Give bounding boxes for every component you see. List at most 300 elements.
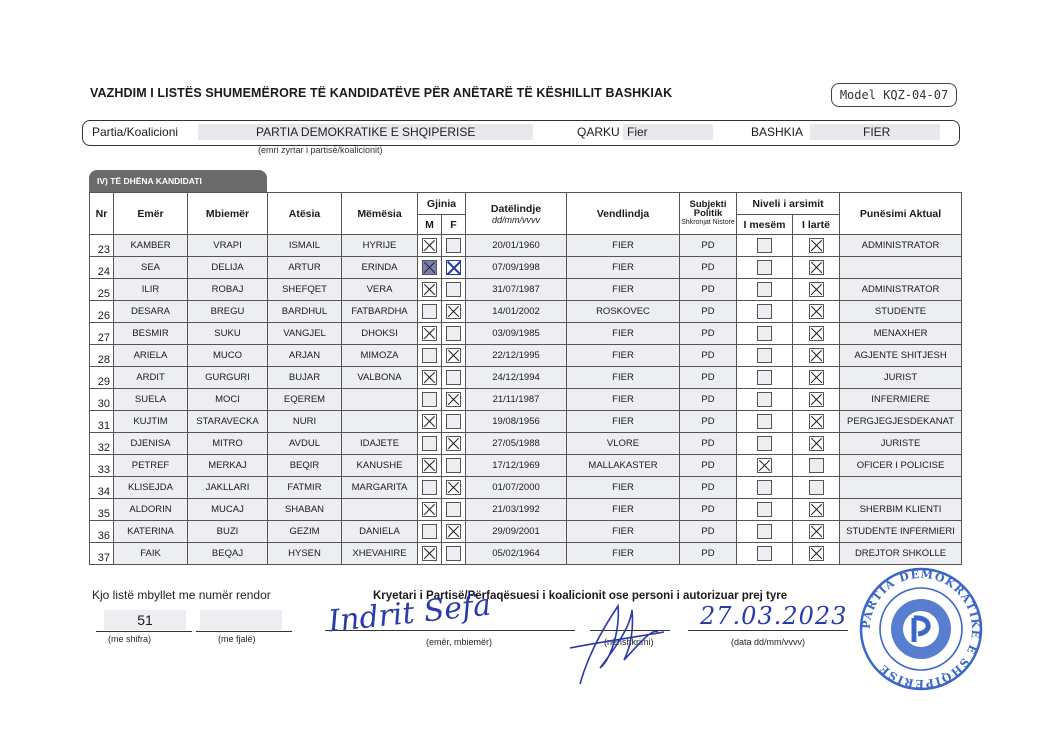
cell-vend[interactable]: FIER: [567, 521, 680, 543]
cell-m: [418, 543, 442, 565]
cell-larte: [793, 499, 840, 521]
cell-larte: [793, 323, 840, 345]
cell-m: [418, 389, 442, 411]
cell-mbiemer[interactable]: JAKLLARI: [188, 477, 268, 499]
cell-mesem: [737, 499, 793, 521]
cell-emer[interactable]: ALDORIN: [114, 499, 188, 521]
cell-memesia[interactable]: KANUSHE: [342, 455, 418, 477]
table-row: [90, 521, 962, 543]
col-vendlindja: Vendlindja: [567, 193, 680, 235]
checkbox-f[interactable]: [446, 238, 461, 253]
cell-emer[interactable]: SUELA: [114, 389, 188, 411]
table-row: [90, 279, 962, 301]
cell-subj[interactable]: PD: [680, 301, 737, 323]
checkbox-mesem[interactable]: [757, 480, 772, 495]
cell-dat[interactable]: 17/12/1969: [466, 455, 567, 477]
cell-memesia[interactable]: MIMOZA: [342, 345, 418, 367]
party-name-value: PARTIA DEMOKRATIKE E SHQIPERISE: [256, 125, 476, 139]
cell-larte: [793, 345, 840, 367]
col-niveli-mesem: I mesëm: [737, 215, 793, 235]
cell-atesia[interactable]: NURI: [268, 411, 342, 433]
cell-larte: [793, 455, 840, 477]
checkbox-f[interactable]: [446, 436, 461, 451]
col-datelindje-format: dd/mm/vvvv: [491, 214, 540, 225]
cell-nr[interactable]: 35: [90, 499, 114, 521]
cell-pune[interactable]: ADMINISTRATOR: [840, 235, 962, 257]
cell-nr[interactable]: 31: [90, 411, 114, 433]
cell-dat[interactable]: 27/05/1988: [466, 433, 567, 455]
col-memesia: Mëmësia: [342, 193, 418, 235]
checkbox-f[interactable]: [446, 458, 461, 473]
cell-f: [442, 367, 466, 389]
cell-memesia[interactable]: XHEVAHIRE: [342, 543, 418, 565]
cell-f: [442, 543, 466, 565]
cell-dat[interactable]: 22/12/1995: [466, 345, 567, 367]
checkbox-f[interactable]: [446, 348, 461, 363]
table-row: [90, 477, 962, 499]
cell-f: [442, 345, 466, 367]
cell-emer[interactable]: ARIELA: [114, 345, 188, 367]
cell-dat[interactable]: 24/12/1994: [466, 367, 567, 389]
table-row: [90, 389, 962, 411]
cell-memesia[interactable]: VERA: [342, 279, 418, 301]
cell-emer[interactable]: KATERINA: [114, 521, 188, 543]
cell-mbiemer[interactable]: BEQAJ: [188, 543, 268, 565]
cell-pune[interactable]: ADMINISTRATOR: [840, 279, 962, 301]
cell-nr[interactable]: 25: [90, 279, 114, 301]
cell-m: [418, 521, 442, 543]
cell-vend[interactable]: FIER: [567, 499, 680, 521]
checkbox-larte[interactable]: [809, 458, 824, 473]
cell-memesia[interactable]: IDAJETE: [342, 433, 418, 455]
cell-subj[interactable]: PD: [680, 455, 737, 477]
cell-nr[interactable]: 34: [90, 477, 114, 499]
checkbox-larte[interactable]: [809, 238, 824, 253]
cell-larte: [793, 411, 840, 433]
checkbox-larte[interactable]: [809, 546, 824, 561]
col-datelindje: [466, 193, 567, 235]
checkbox-larte[interactable]: [809, 436, 824, 451]
checkbox-mesem[interactable]: [757, 524, 772, 539]
cell-subj[interactable]: PD: [680, 543, 737, 565]
cell-m: [418, 433, 442, 455]
party-name-note: (emri zyrtar i partisë/koalicionit): [258, 145, 383, 155]
cell-atesia[interactable]: VANGJEL: [268, 323, 342, 345]
cell-f: [442, 235, 466, 257]
cell-nr[interactable]: 26: [90, 301, 114, 323]
cell-dat[interactable]: 31/07/1987: [466, 279, 567, 301]
cell-vend[interactable]: FIER: [567, 279, 680, 301]
cell-mesem: [737, 301, 793, 323]
cell-atesia[interactable]: BUJAR: [268, 367, 342, 389]
closing-words-field[interactable]: [200, 610, 282, 630]
checkbox-m[interactable]: [422, 458, 437, 473]
checkbox-mesem[interactable]: [757, 238, 772, 253]
cell-memesia[interactable]: DHOKSI: [342, 323, 418, 345]
cell-vend[interactable]: FIER: [567, 235, 680, 257]
cell-pune[interactable]: SHERBIM KLIENTI: [840, 499, 962, 521]
cell-emer[interactable]: DJENISA: [114, 433, 188, 455]
signature-label: (nënshkrimi): [604, 637, 654, 647]
cell-mesem: [737, 433, 793, 455]
col-gjinia: Gjinia: [418, 193, 466, 215]
cell-m: [418, 367, 442, 389]
cell-subj[interactable]: PD: [680, 367, 737, 389]
checkbox-f[interactable]: [446, 282, 461, 297]
cell-subj[interactable]: PD: [680, 389, 737, 411]
cell-mbiemer[interactable]: MITRO: [188, 433, 268, 455]
checkbox-m[interactable]: [422, 304, 437, 319]
cell-m: [418, 345, 442, 367]
col-gjinia-f: F: [442, 215, 466, 235]
cell-emer[interactable]: ILIR: [114, 279, 188, 301]
cell-m: [418, 301, 442, 323]
cell-nr[interactable]: 30: [90, 389, 114, 411]
cell-f: [442, 477, 466, 499]
checkbox-mesem[interactable]: [757, 546, 772, 561]
shifra-label: (me shifra): [108, 634, 152, 644]
cell-memesia[interactable]: DANIELA: [342, 521, 418, 543]
checkbox-f[interactable]: [446, 480, 461, 495]
handwritten-name: Indrit Sefa: [326, 587, 493, 640]
cell-pune[interactable]: AGJENTE SHITJESH: [840, 345, 962, 367]
cell-f: [442, 257, 466, 279]
cell-pune[interactable]: [840, 477, 962, 499]
cell-f: [442, 521, 466, 543]
cell-pune[interactable]: STUDENTE: [840, 301, 962, 323]
cell-f: [442, 389, 466, 411]
cell-f: [442, 301, 466, 323]
cell-mesem: [737, 477, 793, 499]
col-emer: Emër: [114, 193, 188, 235]
cell-vend[interactable]: VLORE: [567, 433, 680, 455]
checkbox-f[interactable]: [446, 370, 461, 385]
cell-mbiemer[interactable]: MERKAJ: [188, 455, 268, 477]
cell-mbiemer[interactable]: MUCAJ: [188, 499, 268, 521]
qarku-value: Fier: [627, 125, 648, 139]
checkbox-mesem[interactable]: [757, 304, 772, 319]
cell-subj[interactable]: PD: [680, 411, 737, 433]
party-label: Partia/Koalicioni: [92, 125, 179, 139]
cell-mesem: [737, 257, 793, 279]
cell-dat[interactable]: 01/07/2000: [466, 477, 567, 499]
cell-subj[interactable]: PD: [680, 345, 737, 367]
cell-mbiemer[interactable]: MOCI: [188, 389, 268, 411]
cell-larte: [793, 301, 840, 323]
candidates-body: [90, 235, 962, 565]
cell-emer[interactable]: DESARA: [114, 301, 188, 323]
cell-f: [442, 411, 466, 433]
cell-m: [418, 477, 442, 499]
checkbox-m[interactable]: [422, 436, 437, 451]
cell-mesem: [737, 235, 793, 257]
checkbox-mesem[interactable]: [757, 326, 772, 341]
shifra-line: [96, 631, 192, 632]
cell-vend[interactable]: FIER: [567, 389, 680, 411]
cell-memesia[interactable]: MARGARITA: [342, 477, 418, 499]
cell-larte: [793, 279, 840, 301]
cell-vend[interactable]: FIER: [567, 367, 680, 389]
cell-nr[interactable]: 28: [90, 345, 114, 367]
col-niveli: Niveli i arsimit: [737, 193, 840, 215]
checkbox-f[interactable]: [446, 524, 461, 539]
cell-mesem: [737, 279, 793, 301]
cell-atesia[interactable]: FATMIR: [268, 477, 342, 499]
cell-atesia[interactable]: BEQIR: [268, 455, 342, 477]
cell-f: [442, 499, 466, 521]
col-atesia: Atësia: [268, 193, 342, 235]
cell-subj[interactable]: PD: [680, 279, 737, 301]
cell-mbiemer[interactable]: BUZI: [188, 521, 268, 543]
cell-emer[interactable]: FAIK: [114, 543, 188, 565]
checkbox-f[interactable]: [446, 502, 461, 517]
checkbox-mesem[interactable]: [757, 392, 772, 407]
cell-atesia[interactable]: GEZIM: [268, 521, 342, 543]
cell-mbiemer[interactable]: STARAVECKA: [188, 411, 268, 433]
cell-pune[interactable]: DREJTOR SHKOLLE: [840, 543, 962, 565]
cell-m: [418, 499, 442, 521]
cell-mesem: [737, 411, 793, 433]
closing-number-field[interactable]: 51: [104, 610, 186, 630]
cell-dat[interactable]: 14/01/2002: [466, 301, 567, 323]
cell-emer[interactable]: KUJTIM: [114, 411, 188, 433]
cell-nr[interactable]: 27: [90, 323, 114, 345]
cell-mbiemer[interactable]: DELIJA: [188, 257, 268, 279]
table-row: [90, 235, 962, 257]
cell-memesia[interactable]: ERINDA: [342, 257, 418, 279]
checkbox-m[interactable]: [422, 348, 437, 363]
cell-vend[interactable]: FIER: [567, 323, 680, 345]
table-row: [90, 345, 962, 367]
cell-emer[interactable]: BESMIR: [114, 323, 188, 345]
checkbox-larte[interactable]: [809, 370, 824, 385]
cell-nr[interactable]: 23: [90, 235, 114, 257]
secretary-label: Kryetari i Partisë/Përfaqësuesi i koalicionit ose personi i autorizuar prej tyre: [373, 590, 788, 602]
checkbox-m[interactable]: [422, 238, 437, 253]
cell-mbiemer[interactable]: MUCO: [188, 345, 268, 367]
cell-atesia[interactable]: SHABAN: [268, 499, 342, 521]
cell-memesia[interactable]: [342, 499, 418, 521]
cell-f: [442, 323, 466, 345]
checkbox-mesem[interactable]: [757, 436, 772, 451]
cell-vend[interactable]: FIER: [567, 257, 680, 279]
cell-dat[interactable]: 19/08/1956: [466, 411, 567, 433]
cell-larte: [793, 543, 840, 565]
cell-subj[interactable]: PD: [680, 235, 737, 257]
name-label: (emër, mbiemër): [426, 637, 493, 647]
cell-pune[interactable]: MENAXHER: [840, 323, 962, 345]
cell-m: [418, 455, 442, 477]
checkbox-larte[interactable]: [809, 260, 824, 275]
cell-pune[interactable]: PERGJEGJESDEKANAT: [840, 411, 962, 433]
cell-larte: [793, 389, 840, 411]
cell-atesia[interactable]: EQEREM: [268, 389, 342, 411]
checkbox-larte[interactable]: [809, 326, 824, 341]
checkbox-f[interactable]: [446, 304, 461, 319]
fjale-line: [196, 631, 292, 632]
checkbox-m[interactable]: [422, 326, 437, 341]
cell-m: [418, 411, 442, 433]
cell-f: [442, 279, 466, 301]
cell-emer[interactable]: KAMBER: [114, 235, 188, 257]
checkbox-f[interactable]: [446, 414, 461, 429]
cell-subj[interactable]: PD: [680, 323, 737, 345]
cell-subj[interactable]: PD: [680, 257, 737, 279]
cell-dat[interactable]: 05/02/1964: [466, 543, 567, 565]
checkbox-mesem[interactable]: [757, 282, 772, 297]
checkbox-mesem[interactable]: [757, 348, 772, 363]
checkbox-mesem[interactable]: [757, 260, 772, 275]
cell-mesem: [737, 323, 793, 345]
cell-subj[interactable]: PD: [680, 433, 737, 455]
cell-nr[interactable]: 37: [90, 543, 114, 565]
cell-vend[interactable]: FIER: [567, 477, 680, 499]
cell-atesia[interactable]: ISMAIL: [268, 235, 342, 257]
cell-pune[interactable]: STUDENTE INFERMIERI: [840, 521, 962, 543]
model-code-badge: Model KQZ-04-07: [831, 83, 957, 107]
checkbox-larte[interactable]: [809, 304, 824, 319]
checkbox-m[interactable]: [422, 546, 437, 561]
cell-m: [418, 235, 442, 257]
cell-pune[interactable]: INFERMIERE: [840, 389, 962, 411]
col-nr: Nr: [90, 193, 114, 235]
col-gjinia-m: M: [418, 215, 442, 235]
cell-dat[interactable]: 07/09/1998: [466, 257, 567, 279]
cell-pune[interactable]: JURIST: [840, 367, 962, 389]
cell-subj[interactable]: PD: [680, 499, 737, 521]
table-row: [90, 455, 962, 477]
cell-memesia[interactable]: FATBARDHA: [342, 301, 418, 323]
checkbox-mesem[interactable]: [757, 502, 772, 517]
bashkia-label: BASHKIA: [751, 125, 804, 139]
cell-m: [418, 323, 442, 345]
checkbox-larte[interactable]: [809, 282, 824, 297]
cell-vend[interactable]: MALLAKASTER: [567, 455, 680, 477]
cell-emer[interactable]: PETREF: [114, 455, 188, 477]
cell-emer[interactable]: SEA: [114, 257, 188, 279]
checkbox-f[interactable]: [446, 392, 461, 407]
col-subjekti-label: Subjekti Politik: [689, 199, 727, 219]
cell-f: [442, 455, 466, 477]
table-row: [90, 543, 962, 565]
cell-mbiemer[interactable]: ROBAJ: [188, 279, 268, 301]
cell-subj[interactable]: PD: [680, 477, 737, 499]
checkbox-m[interactable]: [422, 502, 437, 517]
cell-mbiemer[interactable]: GURGURI: [188, 367, 268, 389]
cell-mbiemer[interactable]: BREGU: [188, 301, 268, 323]
cell-subj[interactable]: PD: [680, 521, 737, 543]
cell-mesem: [737, 345, 793, 367]
stamp-text: PARTIA DEMOKRATIKE E SHQIPERISE: [859, 567, 983, 691]
col-datelindje-label: Datëlindje: [490, 202, 542, 215]
cell-atesia[interactable]: AVDUL: [268, 433, 342, 455]
cell-memesia[interactable]: [342, 411, 418, 433]
checkbox-m[interactable]: [422, 282, 437, 297]
date-line: [688, 630, 848, 631]
cell-vend[interactable]: ROSKOVEC: [567, 301, 680, 323]
cell-nr[interactable]: 24: [90, 257, 114, 279]
checkbox-mesem[interactable]: [757, 458, 772, 473]
cell-memesia[interactable]: HYRIJE: [342, 235, 418, 257]
cell-dat[interactable]: 20/01/1960: [466, 235, 567, 257]
qarku-label: QARKU: [577, 125, 620, 139]
cell-pune[interactable]: JURISTE: [840, 433, 962, 455]
cell-pune[interactable]: [840, 257, 962, 279]
cell-nr[interactable]: 29: [90, 367, 114, 389]
cell-mesem: [737, 367, 793, 389]
section-tab: IV) TË DHËNA KANDIDATI: [89, 170, 267, 192]
cell-mesem: [737, 455, 793, 477]
cell-atesia[interactable]: BARDHUL: [268, 301, 342, 323]
table-row: [90, 499, 962, 521]
checkbox-m[interactable]: [422, 260, 437, 275]
cell-atesia[interactable]: SHEFQET: [268, 279, 342, 301]
cell-nr[interactable]: 36: [90, 521, 114, 543]
checkbox-mesem[interactable]: [757, 370, 772, 385]
cell-memesia[interactable]: [342, 389, 418, 411]
cell-atesia[interactable]: ARTUR: [268, 257, 342, 279]
cell-vend[interactable]: FIER: [567, 543, 680, 565]
cell-nr[interactable]: 32: [90, 433, 114, 455]
col-subjekti: [680, 193, 737, 235]
cell-mesem: [737, 521, 793, 543]
checkbox-f[interactable]: [446, 546, 461, 561]
cell-emer[interactable]: ARDIT: [114, 367, 188, 389]
checkbox-larte[interactable]: [809, 392, 824, 407]
checkbox-larte[interactable]: [809, 348, 824, 363]
checkbox-larte[interactable]: [809, 414, 824, 429]
col-niveli-larte: I lartë: [793, 215, 840, 235]
cell-vend[interactable]: FIER: [567, 411, 680, 433]
checkbox-m[interactable]: [422, 414, 437, 429]
table-row: [90, 257, 962, 279]
table-row: [90, 433, 962, 455]
cell-dat[interactable]: 21/03/1992: [466, 499, 567, 521]
party-stamp: [858, 566, 984, 692]
cell-dat[interactable]: 29/09/2001: [466, 521, 567, 543]
cell-pune[interactable]: OFICER I POLICISE: [840, 455, 962, 477]
cell-dat[interactable]: 03/09/1985: [466, 323, 567, 345]
checkbox-f[interactable]: [446, 326, 461, 341]
cell-memesia[interactable]: VALBONA: [342, 367, 418, 389]
cell-larte: [793, 477, 840, 499]
cell-larte: [793, 235, 840, 257]
table-row: [90, 411, 962, 433]
cell-m: [418, 279, 442, 301]
cell-mbiemer[interactable]: SUKU: [188, 323, 268, 345]
cell-mbiemer[interactable]: VRAPI: [188, 235, 268, 257]
checkbox-larte[interactable]: [809, 502, 824, 517]
checkbox-m[interactable]: [422, 480, 437, 495]
checkbox-m[interactable]: [422, 524, 437, 539]
checkbox-larte[interactable]: [809, 524, 824, 539]
form-title: VAZHDIM I LISTËS SHUMEMËRORE TË KANDIDATËVE PËR ANËTARË TË KËSHILLIT BASHKIAK: [90, 86, 673, 100]
cell-nr[interactable]: 33: [90, 455, 114, 477]
checkbox-f[interactable]: [446, 260, 461, 275]
checkbox-m[interactable]: [422, 392, 437, 407]
cell-mesem: [737, 543, 793, 565]
fjale-label: (me fjalë): [218, 634, 256, 644]
cell-emer[interactable]: KLISEJDA: [114, 477, 188, 499]
checkbox-mesem[interactable]: [757, 414, 772, 429]
cell-dat[interactable]: 21/11/1987: [466, 389, 567, 411]
cell-atesia[interactable]: HYSEN: [268, 543, 342, 565]
cell-vend[interactable]: FIER: [567, 345, 680, 367]
cell-atesia[interactable]: ARJAN: [268, 345, 342, 367]
checkbox-m[interactable]: [422, 370, 437, 385]
cell-m: [418, 257, 442, 279]
checkbox-larte[interactable]: [809, 480, 824, 495]
